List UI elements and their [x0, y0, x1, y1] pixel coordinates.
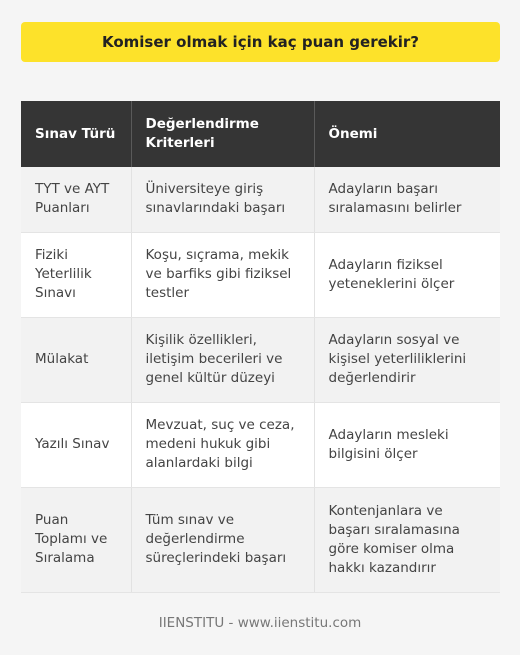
table-row — [21, 317, 500, 402]
column-header-criteria: Değerlendirme Kriterleri — [131, 101, 314, 167]
table-row — [21, 402, 500, 487]
table-cell-exam-type: Fiziki Yeterlilik Sınavı — [21, 232, 131, 317]
table-cell-criteria: Tüm sınav ve değerlendirme süreçlerindeki başarı — [131, 487, 314, 592]
footer-credit: IIENSTITU - www.iienstitu.com — [158, 615, 362, 631]
table-cell-criteria: Kişilik özellikleri, iletişim becerileri ve genel kültür düzeyi — [131, 317, 314, 402]
table-cell-importance: Kontenjanlara ve başarı sıralamasına göre komiser olma hakkı kazandırır — [314, 487, 500, 592]
table-cell-importance: Adayların mesleki bilgisini ölçer — [314, 402, 500, 487]
info-table — [21, 101, 500, 593]
column-header-importance: Önemi — [314, 101, 500, 167]
page-title: Komiser olmak için kaç puan gerekir? — [102, 33, 419, 51]
table-cell-exam-type: TYT ve AYT Puanları — [21, 167, 131, 232]
table-row — [21, 167, 500, 232]
column-header-exam-type: Sınav Türü — [21, 101, 131, 167]
table-cell-criteria: Koşu, sıçrama, mekik ve barfiks gibi fiziksel testler — [131, 232, 314, 317]
table-cell-importance: Adayların sosyal ve kişisel yeterliliklerini değerlendirir — [314, 317, 500, 402]
table-cell-exam-type: Puan Toplamı ve Sıralama — [21, 487, 131, 592]
table-cell-importance: Adayların başarı sıralamasını belirler — [314, 167, 500, 232]
table-cell-exam-type: Mülakat — [21, 317, 131, 402]
table-cell-criteria: Üniversiteye giriş sınavlarındaki başarı — [131, 167, 314, 232]
title-banner — [21, 22, 500, 62]
table-cell-importance: Adayların fiziksel yeteneklerini ölçer — [314, 232, 500, 317]
table-row — [21, 487, 500, 592]
table-header-row — [21, 101, 500, 167]
table-cell-exam-type: Yazılı Sınav — [21, 402, 131, 487]
table-row — [21, 232, 500, 317]
table-cell-criteria: Mevzuat, suç ve ceza, medeni hukuk gibi alanlardaki bilgi — [131, 402, 314, 487]
